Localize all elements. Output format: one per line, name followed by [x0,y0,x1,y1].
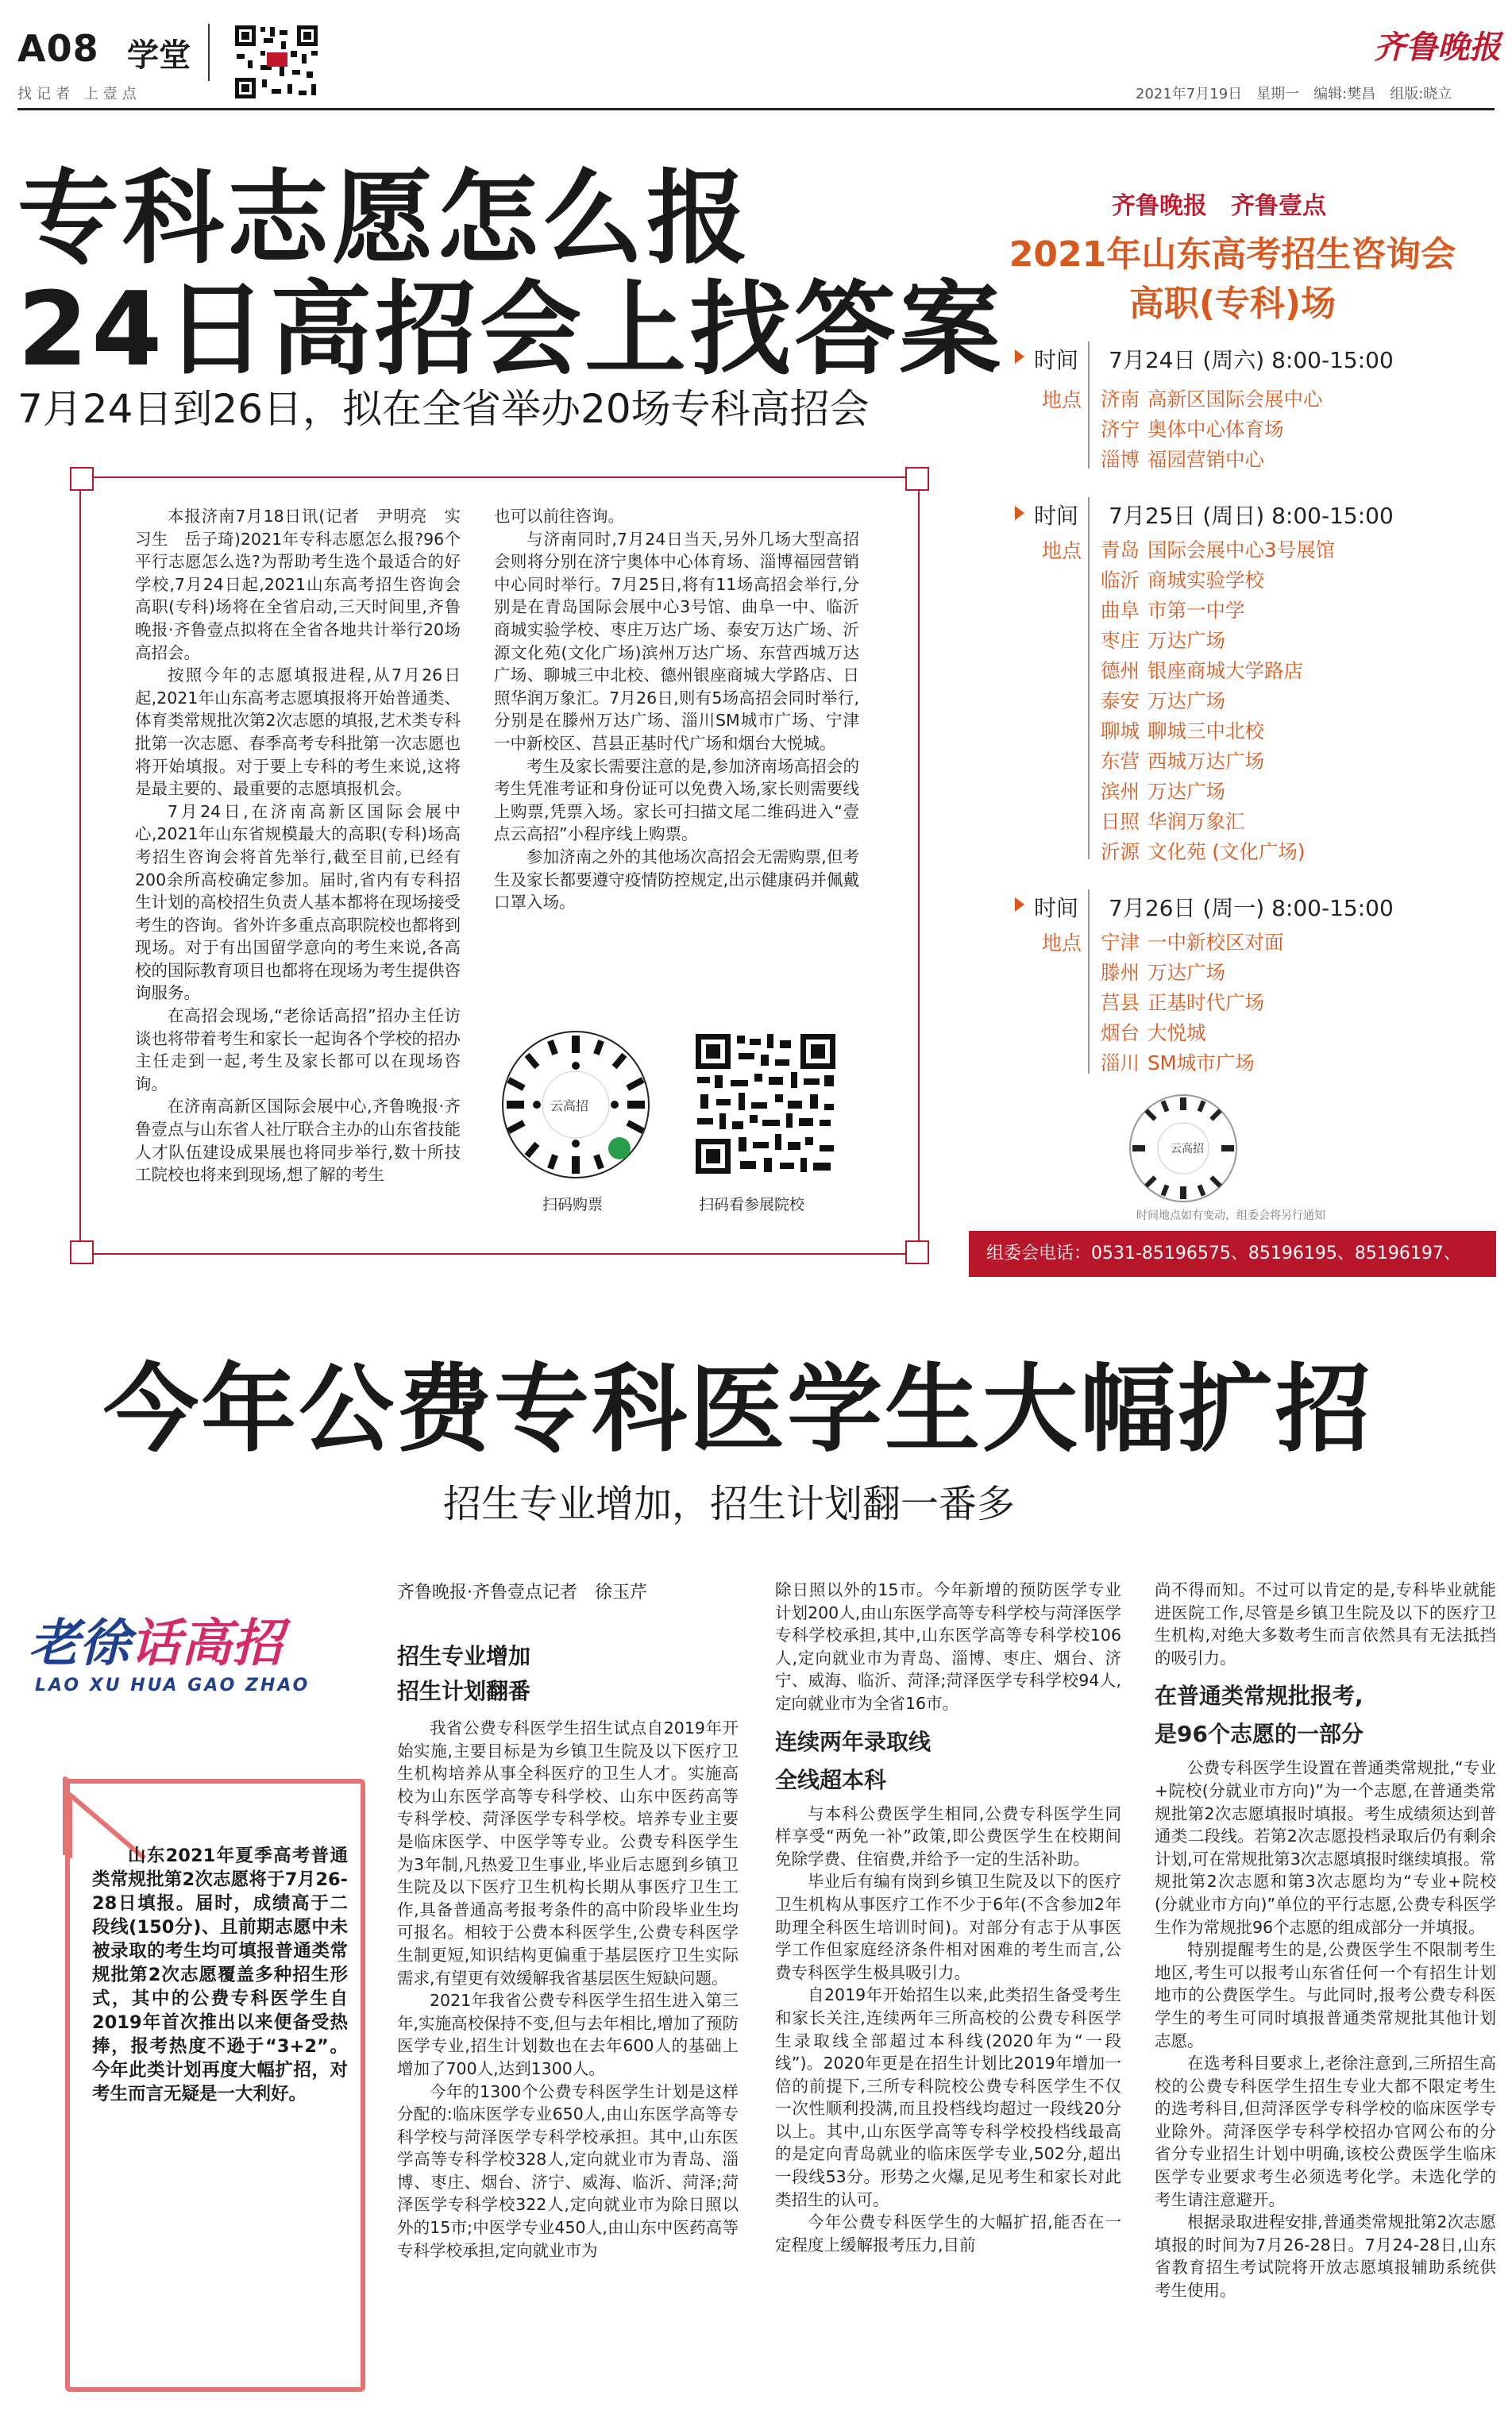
panel-logos: 齐鲁晚报 齐鲁壹点 [1112,192,1326,220]
paragraph: 在高招会现场,“老徐话高招”招办主任访谈也将带着考生和家长一起询各个学校的招办主任走到一起,考生及家长都可以在现场咨询。 [135,1006,461,1094]
paragraph: 今年公费专科医学生的大幅扩招,能否在一定程度上缓解报考压力,目前 [775,2212,1121,2255]
venue-place: 万达广场 [1148,689,1225,712]
headline-2: 今年公费专科医学生大幅扩招 [103,1355,1373,1465]
page-number: A08 [17,27,99,70]
article-2-column-3 [1155,1579,1496,2302]
venue-city: 宁津 [1101,931,1140,954]
venue-city: 济宁 [1101,418,1140,441]
panel-mini-program-label: 云高招 [1171,1143,1204,1155]
paragraph: 2021年我省公费专科医学生招生进入第三年,实施高校保持不变,但与去年相比,增加了预防医学专业,招生计划数也在去年600人的基础上增加了700人,达到1300人。 [397,1991,739,2078]
subhead: 是96个志愿的一部分 [1155,1721,1364,1748]
paragraph: 我省公费专科医学生招生试点自2019年开始实施,主要目标是为乡镇卫生院及以下医疗卫生机构培养从事全科医疗的卫生人才。实施高校为山东医学高等专科学校、山东中医药高等专科学校、菏泽医学专科学校。培养专业主要是临床医学、中医学等专业。公费专科医学生为3年制,凡热爱卫生事业,毕业后志愿到乡镇卫生院及以下医疗卫生机构长期从事医疗卫生工作,具备普通高考报考条件的高中阶段毕业生均可报名。相较于公费本科医学生,公费专科医学生制更短,知识结构更偏重于基层医疗卫生实际需求,有望更有效缓解我省基层医生短缺问题。 [397,1718,739,1988]
venue-city: 济南 [1101,388,1140,411]
venue-city: 滨州 [1101,780,1140,803]
paragraph: 根据录取进程安排,普通类常规批第2次志愿填报的时间为7月26-28日。7月24-28日,山东省教育招生考试院将开放志愿填报辅助系统供考生使用。 [1155,2212,1496,2301]
qr-caption: 扫码购票 [542,1196,604,1213]
paragraph: 在济南高新区国际会展中心,齐鲁晚报·齐鲁壹点与山东省人社厅联合主办的山东省技能人才队伍建设成果展也将同步举行,数十所技工院校也将来到现场,想了解的考生 [135,1097,461,1185]
venue-place: 国际会展中心3号展馆 [1148,538,1336,561]
venue-city: 泰安 [1101,689,1140,712]
subhead: 招生专业增加 [397,1643,531,1669]
subhead: 在普通类常规批报考, [1155,1683,1364,1710]
section-name: 学堂 [127,37,191,74]
venue-place: 大悦城 [1148,1021,1206,1044]
venue-city: 曲阜 [1101,599,1140,622]
article-1-column-2 [494,505,859,914]
paragraph: 参加济南之外的其他场次高招会无需购票,但考生及家长都要遵守疫情防控规定,出示健康码并佩戴口罩入场。 [494,847,859,912]
venue [1101,626,1225,654]
venue [1101,415,1284,442]
article-2-column-1 [397,1717,739,2262]
mini-program-center-label: 云高招 [550,1098,589,1113]
time-label: 时间 [1034,503,1079,529]
masthead-divider [208,24,210,81]
panel-title-line-2: 高职(专科)场 [1128,284,1336,324]
paragraph: 也可以前往咨询。 [494,507,624,526]
venue-place: 高新区国际会展中心 [1148,388,1323,411]
subhead: 连续两年录取线 [775,1728,932,1755]
venue [1101,837,1305,865]
panel-title-line-1: 2021年山东高考招生咨询会 [1009,234,1456,275]
venue-city: 烟台 [1101,1021,1140,1044]
venue-place: 市第一中学 [1148,599,1245,622]
venue-place: SM城市广场 [1148,1051,1255,1074]
bullet-triangle-icon [1015,506,1024,520]
venue-city: 临沂 [1101,569,1140,592]
venue-city: 东营 [1101,750,1140,773]
venue [1101,988,1264,1016]
venue-city: 日照 [1101,810,1140,833]
headline-1-line-2: 24日高招会上找答案 [17,271,1005,389]
venue [1101,958,1225,986]
place-label: 地点 [1042,932,1082,955]
venue [1101,445,1264,473]
session-time: 7月25日 (周日) 8:00-15:00 [1109,503,1394,529]
venue [1101,535,1335,563]
venue-place: 正基时代广场 [1148,991,1264,1014]
frame-corner [70,467,94,491]
article-1-column-1 [135,505,461,1186]
paragraph: 7月24日,在济南高新区国际会展中心,2021年山东省规模最大的高职(专科)场高考招生咨询会将首先举行,截至目前,已经有200余所高校确定参加。届时,省内有专科招生计划的高校招生负责人基本都将在现场接受考生的咨询。省外许多重点高职院校也都将到现场。对于有出国留学意向的考生来说,各高校的国际教育项目也都将在现场为考生提供咨询服务。 [135,801,461,1003]
masthead-slogan: 找记者 上壹点 [17,86,141,102]
venue [1101,746,1264,774]
session-time: 7月24日 (周六) 8:00-15:00 [1109,347,1394,373]
venue [1101,1018,1206,1046]
bullet-triangle-icon [1015,897,1024,912]
timeline-line [1088,889,1090,1074]
frame-corner [905,467,929,491]
paragraph: 在选考科目要求上,老徐注意到,三所招生高校的公费专科医学生招生专业大都不限定考生的选考科目,但菏泽医学专科学校的临床医学专业除外。菏泽医学专科学校招办官网公布的分省分专业招生计划中明确,该校公费医学生临床医学专业要求考生必须选考化学。未选化学的考生请注意避开。 [1155,2054,1496,2209]
hotline-bar: 组委会电话：0531-85196575、85196195、85196197、85193855 [969,1231,1496,1277]
venue-place: 万达广场 [1148,961,1225,984]
session-time: 7月26日 (周一) 8:00-15:00 [1109,895,1394,921]
newspaper-logo: 齐鲁晚报 [1374,29,1501,66]
bullet-triangle-icon [1015,349,1024,364]
timeline-line [1088,497,1090,859]
paragraph: 与济南同时,7月24日当天,另外几场大型高招会则将分别在济宁奥体中心体育场、淄博福园营销中心同时举行。7月25日,将有11场高招会举行,分别是在青岛国际会展中心3号馆、曲阜一中、临沂商城实验学校、枣庄万达广场、泰安万达广场、沂源文化苑(文化广场)滨州万达广场、东营西城万达广场、聊城三中北校、德州银座商城大学路店、日照华润万象汇。7月26日,则有5场高招会同时举行,分别是在滕州万达广场、淄川SM城市广场、宁津一中新校区、莒县正基时代广场和烟台大悦城。 [494,529,859,753]
time-label: 时间 [1034,347,1079,373]
paragraph: 今年的1300个公费专科医学生计划是这样分配的:临床医学专业650人,由山东医学高等专科学校与菏泽医学专科学校承担。其中,山东医学高等专科学校328人,定向就业市为青岛、淄博、枣庄、烟台、济宁、威海、临沂、菏泽;菏泽医学专科学校322人,定向就业市为除日照以外的15市;中医学专业450人,由山东中医药高等专科学校承担,定向就业市为 [397,2081,739,2260]
subhead: 全线超本科 [775,1766,887,1793]
timeline-line [1088,341,1090,469]
panel-note: 时间地点如有变动，组委会将另行通知 [1136,1209,1325,1222]
paragraph: 特别提醒考生的是,公费医学生不限制考生地区,考生可以报考山东省任何一个有招生计划地市的公费医学生。与此同时,报考公费专科医学生的考生可同时填报普通类常规批其他计划志愿。 [1155,1940,1496,2050]
venue-place: 华润万象汇 [1148,810,1245,833]
qr-caption: 扫码看参展院校 [699,1196,805,1213]
column-logo-prefix: 老徐 [29,1614,130,1673]
venue-place: 一中新校区对面 [1148,931,1284,954]
masthead-rule [17,108,1495,110]
venue [1101,565,1264,593]
venue-city: 枣庄 [1101,629,1140,652]
subhead: 招生计划翻番 [397,1678,531,1704]
date-editor-line: 2021年7月19日 星期一 编辑:樊昌 组版:晓立 [1136,86,1452,102]
venue-place: 商城实验学校 [1148,569,1264,592]
venue-city: 德州 [1101,659,1140,682]
column-logo [29,1603,283,1676]
column-logo-highlight: 话高招 [130,1614,283,1673]
place-label: 地点 [1042,539,1082,562]
venue-place: 西城万达广场 [1148,750,1264,773]
column-logo-pinyin: LAO XU HUA GAO ZHAO [35,1676,310,1695]
venue-place: 万达广场 [1148,629,1225,652]
venue [1101,928,1284,955]
callout-text: 山东2021年夏季高考普通类常规批第2次志愿将于7月26-28日填报。届时，成绩高于二段线(150分)、且前期志愿中未被录取的考生均可填报普通类常规批第2次志愿覆盖多种招生形式，其中的公费专科医学生自2019年首次推出以来便备受热捧，报考热度不逊于“3+2”。今年此类计划再度大幅扩招，对考生而言无疑是一大利好。 [92,1846,348,2104]
paragraph: 按照今年的志愿填报进程,从7月26日起,2021年山东高考志愿填报将开始普通类、体育类常规批次第2次志愿的填报,艺术类专科批第一次志愿、春季高考专科批第一次志愿也将开始填报。对于要上专科的考生来说,这将是最主要的、最重要的志愿填报机会。 [135,665,461,799]
time-label: 时间 [1034,895,1079,921]
headline-1-line-1: 专科志愿怎么报 [17,160,752,278]
venue [1101,807,1245,835]
subheadline-1: 7月24日到26日，拟在全省举办20场专科高招会 [17,386,870,432]
paragraph: 与本科公费医学生相同,公费专科医学生同样享受“两免一补”政策,即公费医学生在校期间免除学费、住宿费,并给予一定的生活补助。 [775,1803,1121,1869]
venue-place: 聊城三中北校 [1148,719,1264,743]
paragraph: 考生及家长需要注意的是,参加济南场高招会的考生凭准考证和身份证可以免费入场,家长则需要线上购票,凭票入场。家长可扫描文尾二维码进入“壹点云高招”小程序线上购票。 [494,756,859,844]
venue [1101,656,1303,684]
venue [1101,686,1225,714]
venue [1101,716,1264,744]
venue [1101,1048,1255,1076]
venue-city: 滕州 [1101,961,1140,984]
venue-place: 银座商城大学路店 [1148,659,1303,682]
venue-city: 沂源 [1101,840,1140,863]
venue-city: 青岛 [1101,538,1140,561]
paragraph: 自2019年开始招生以来,此类招生备受考生和家长关注,连续两年三所高校的公费专科医学生录取线全部超过本科线(2020年为“一段线”)。2020年更是在招生计划比2019年增加一倍的前提下,三所专科院校公费专科医学生不仅一次性顺利投满,而且投档线均超过一段线20分以上。其中,山东医学高等专科学校投档线最高的是定向青岛就业的临床医学专业,502分,超出一段线53分。形势之火爆,足见考生和家长对此类招生的认可。 [775,1985,1121,2209]
schools-qr-code-icon[interactable] [692,1031,839,1177]
venue-city: 聊城 [1101,719,1140,743]
article-2-column-2 [775,1579,1121,2256]
subheadline-2: 招生专业增加，招生计划翻一番多 [443,1482,1016,1526]
venue-city: 淄川 [1101,1051,1140,1074]
byline: 齐鲁晚报·齐鲁壹点记者 徐玉芹 [397,1583,647,1603]
place-label: 地点 [1042,388,1082,411]
venue-place: 万达广场 [1148,780,1225,803]
venue-city: 莒县 [1101,991,1140,1014]
frame-corner [905,1240,929,1264]
paragraph: 毕业后有编有岗到乡镇卫生院及以下的医疗卫生机构从事医疗工作不少于6年(不含参加2年助理全科医生培训时间)。对部分有志于从事医学工作但家庭经济条件相对困难的考生而言,公费专科医学生极具吸引力。 [775,1872,1121,1982]
venue-city: 淄博 [1101,448,1140,471]
paragraph: 公费专科医学生设置在普通类常规批,“专业+院校(分就业市方向)”为一个志愿,在普通类常规批第2次志愿填报时填报。考生成绩须达到普通类二段线。若第2次志愿投档录取后仍有剩余计划,可在常规批第3次志愿填报时继续填报。常规批第2次志愿和第3次志愿均为“专业+院校(分就业市方向)”单位的平行志愿,公费专科医学生作为常规批96个志愿的组成部分一并填报。 [1155,1758,1496,1937]
frame-corner [70,1240,94,1264]
venue [1101,777,1225,804]
venue-place: 奥体中心体育场 [1148,418,1284,441]
paragraph: 尚不得而知。不过可以肯定的是,专科毕业就能进医院工作,尽管是乡镇卫生院及以下的医疗卫生机构,对绝大多数考生而言依然具有无法抵挡的吸引力。 [1155,1580,1496,1668]
venue-place: 文化苑 (文化广场) [1148,840,1306,863]
paragraph: 除日照以外的15市。今年新增的预防医学专业计划200人,由山东医学高等专科学校与菏泽医学专科学校承担,其中,山东医学高等专科学校106人,定向就业市为青岛、淄博、枣庄、烟台、济宁、威海、临沂、菏泽;菏泽医学专科学校94人,定向就业市为全省16市。 [775,1580,1121,1713]
venue [1101,384,1323,412]
paragraph: 本报济南7月18日讯(记者 尹明亮 实习生 岳子琦)2021年专科志愿怎么报?96个平行志愿怎么选?为帮助考生选个最适合的好学校,7月24日起,2021山东高考招生咨询会高职(专科)场将在全省启动,三天时间里,齐鲁晚报·齐鲁壹点拟将在全省各地共计举行20场高招会。 [135,507,461,662]
venue [1101,596,1245,623]
masthead-qr-code-icon[interactable] [232,22,321,102]
venue-place: 福园营销中心 [1148,448,1264,471]
